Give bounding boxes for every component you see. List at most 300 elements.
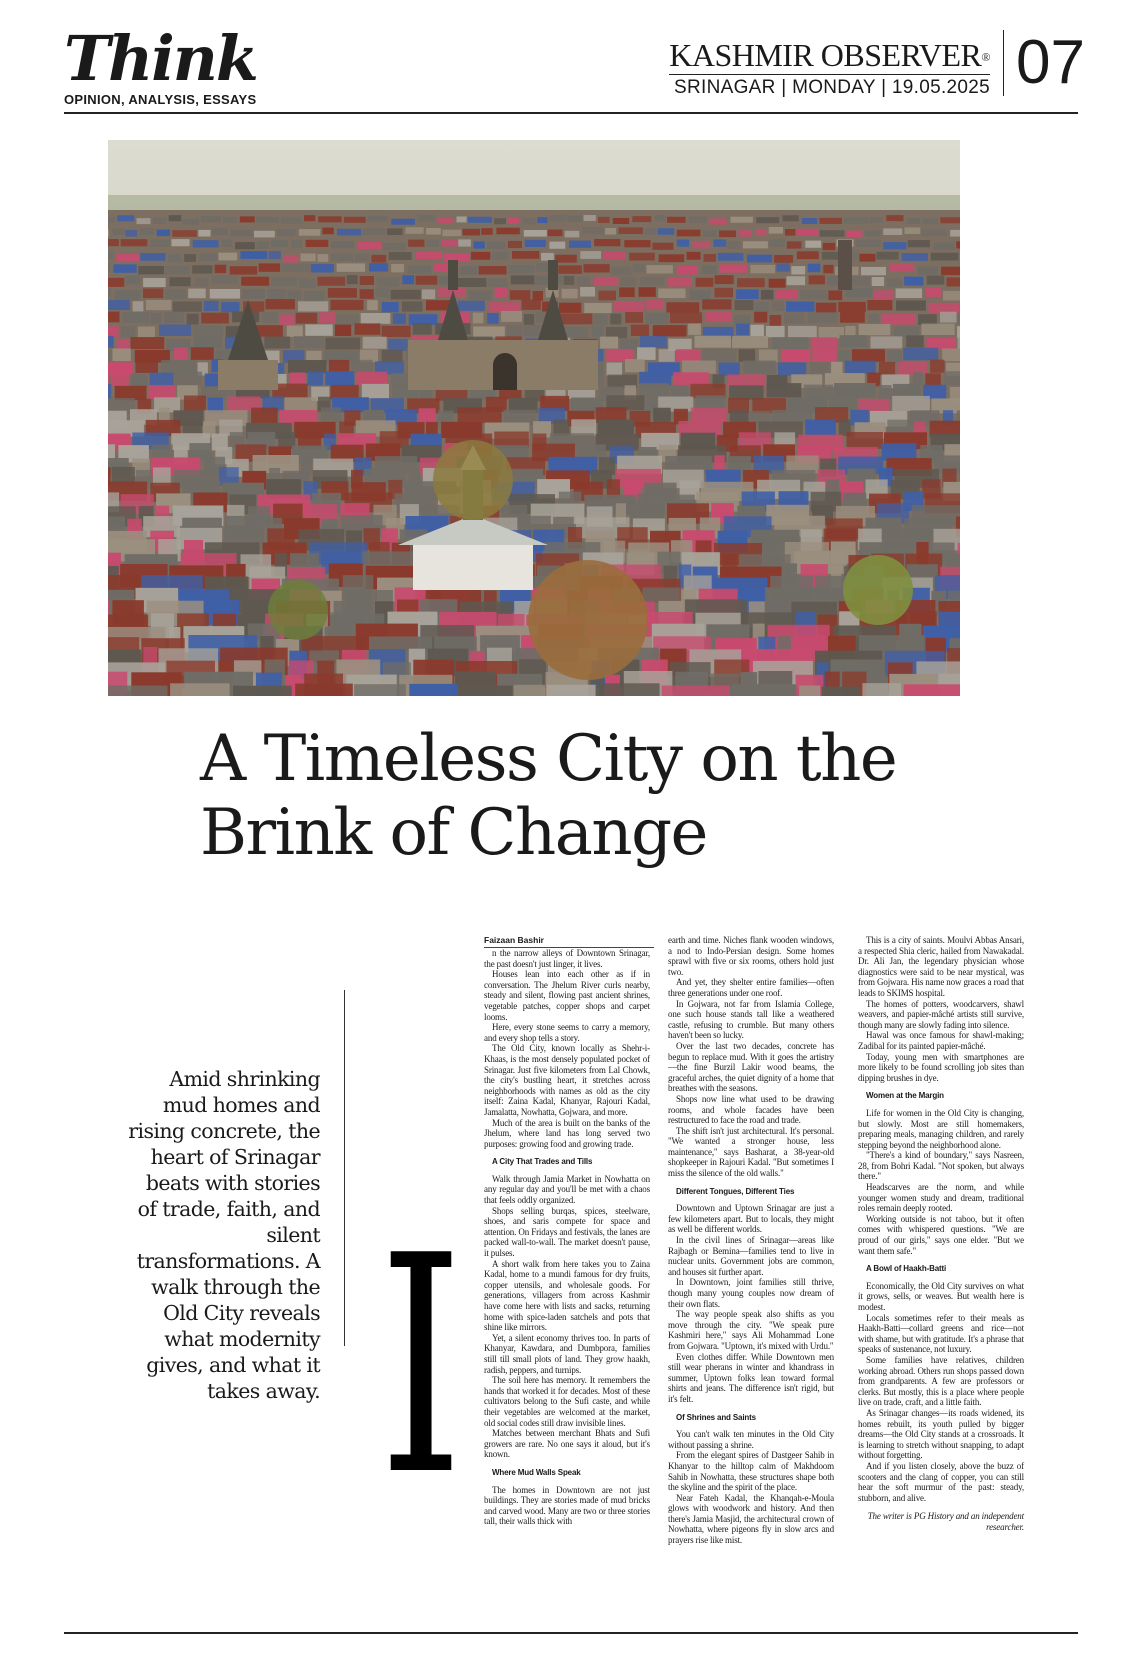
rooftop xyxy=(331,241,355,248)
rooftop xyxy=(150,373,174,387)
body-column-2 xyxy=(668,935,834,1546)
rooftop xyxy=(488,278,508,287)
rooftop xyxy=(223,217,236,223)
rooftop xyxy=(511,275,535,284)
rooftop xyxy=(329,360,349,373)
headline-line-2: Brink of Change xyxy=(200,796,707,870)
rooftop xyxy=(168,254,181,262)
rooftop xyxy=(592,326,604,337)
rooftop xyxy=(335,325,351,336)
rooftop xyxy=(456,278,486,287)
rooftop xyxy=(889,263,914,271)
rooftop xyxy=(523,218,536,224)
rooftop xyxy=(883,242,906,249)
rooftop xyxy=(767,383,802,397)
rooftop xyxy=(668,339,691,351)
rooftop xyxy=(811,337,837,349)
rooftop xyxy=(221,302,239,312)
rooftop xyxy=(487,313,498,324)
rooftop xyxy=(194,336,223,348)
rooftop xyxy=(923,218,939,224)
rooftop xyxy=(362,228,386,235)
rooftop xyxy=(361,313,391,324)
rooftop xyxy=(736,324,749,335)
rooftop xyxy=(559,314,592,325)
rooftop xyxy=(735,300,754,310)
rooftop xyxy=(159,325,191,336)
rooftop xyxy=(691,408,727,424)
rooftop xyxy=(859,254,875,262)
rooftop xyxy=(633,264,645,272)
body-paragraph: Working outside is not taboo, but it often comes with whispered questions. "We are proud of our girls," says one elder. "But we want them safe." xyxy=(858,1213,1024,1256)
top-divider xyxy=(64,112,1078,114)
rooftop xyxy=(569,241,591,248)
rooftop xyxy=(598,420,634,436)
rooftop xyxy=(233,686,292,696)
rooftop xyxy=(756,217,779,223)
rooftop xyxy=(769,227,783,234)
rooftop xyxy=(625,312,643,323)
rooftop xyxy=(494,218,506,224)
rooftop xyxy=(362,384,389,398)
rooftop xyxy=(918,267,939,275)
deck-divider xyxy=(344,990,345,1346)
rooftop xyxy=(886,215,903,221)
rooftop xyxy=(879,362,895,375)
rooftop xyxy=(624,240,650,247)
rooftop xyxy=(606,327,627,338)
body-paragraph: The soil here has memory. It remembers the hands that worked it for decades. Most of these cultivators belong to the Sufi caste, and while their vegetables are welcomed at the market, old social codes still draw invisible lines. xyxy=(484,1375,650,1428)
rooftop xyxy=(799,686,820,697)
rooftop xyxy=(921,230,946,237)
rooftop xyxy=(670,312,702,323)
rooftop xyxy=(298,301,328,311)
rooftop xyxy=(318,254,329,262)
body-paragraph: Near Fateh Kadal, the Khanqah-e-Moula glows with woodwork and history. And then there's Jamia Masjid, the architectural crown of Nowhatta, where pigeons fly in slow arcs and prayers rise like mist. xyxy=(668,1492,834,1546)
rooftop xyxy=(496,228,519,235)
body-paragraph: And if you listen closely, above the buzz of scooters and the clang of copper, you can still hear the soft murmur of the past: steady, stubborn, and alive. xyxy=(858,1460,1024,1503)
rooftop xyxy=(772,301,784,311)
rooftop xyxy=(580,287,595,297)
rooftop xyxy=(174,348,188,361)
paper-masthead xyxy=(669,38,990,99)
rooftop xyxy=(320,312,335,323)
rooftop xyxy=(458,301,485,311)
rooftop xyxy=(808,312,838,323)
rooftop xyxy=(367,216,387,222)
rooftop xyxy=(781,350,810,363)
rooftop xyxy=(865,230,881,237)
rooftop xyxy=(230,266,257,274)
rooftop xyxy=(805,420,836,436)
rooftop xyxy=(739,349,755,362)
rooftop xyxy=(956,241,960,248)
rooftop xyxy=(892,396,930,411)
rooftop xyxy=(121,326,135,337)
rooftop xyxy=(468,217,492,223)
rooftop xyxy=(108,217,115,223)
rooftop xyxy=(727,242,740,249)
rooftop xyxy=(852,349,885,362)
rooftop xyxy=(710,219,727,225)
rooftop xyxy=(732,336,768,348)
rooftop xyxy=(567,216,582,222)
rooftop xyxy=(802,218,818,224)
rooftop xyxy=(306,240,329,247)
rooftop xyxy=(797,229,819,236)
rooftop xyxy=(460,686,513,697)
rooftop xyxy=(198,230,210,237)
rooftop xyxy=(776,263,790,271)
body-paragraph: As Srinagar changes—its roads widened, its homes rebuilt, its youth pulled by bigger dreams—the Old City stands at a crossroads. It is learning to stretch without snapping, to adapt without forgetting. xyxy=(858,1407,1024,1461)
rooftop xyxy=(363,337,387,349)
rooftop xyxy=(571,419,596,435)
rooftop xyxy=(170,683,230,696)
body-paragraph: The Old City, known locally as Shehr-i-Khaas, is the most densely populated pocket of Srinagar. Just five kilometers from Lal Chowk, the city's bustling heart, it stretches across neighborhoods with names as old as the city itself: Zaina Kadal, Khanyar, Rajouri Kadal, Jamalatta, Nowhatta, Gojwara, and more. xyxy=(484,1043,650,1117)
rooftop xyxy=(887,278,902,287)
rooftop xyxy=(416,276,438,285)
rooftop xyxy=(322,228,333,235)
rooftop xyxy=(921,324,954,335)
rooftop xyxy=(944,371,960,385)
rooftop xyxy=(126,276,141,285)
hero-photo xyxy=(108,140,960,696)
rooftop xyxy=(603,252,625,260)
rooftop xyxy=(137,218,151,224)
body-paragraph: A short walk from here takes you to Zaina Kadal, home to a mundi famous for dry fruits, copper utensils, and wholesale goods. For generations, villagers from across Kashmir have come here with lists and sacks, returning home with spice-laden satchels and pots that shine like mirrors. xyxy=(484,1258,650,1333)
rooftop xyxy=(277,229,296,236)
rooftop xyxy=(169,215,182,221)
rooftop xyxy=(325,338,360,350)
rooftop xyxy=(668,278,692,287)
rooftop xyxy=(161,360,196,373)
rooftop xyxy=(487,242,505,249)
rooftop xyxy=(577,277,590,286)
rooftop xyxy=(391,219,415,225)
rooftop xyxy=(943,291,960,301)
rooftop xyxy=(640,336,667,348)
rooftop xyxy=(183,219,199,225)
body-paragraph: The homes in Downtown are not just buildings. They are stories made of mud bricks and carved wood. Many are two or three stories tall, their walls thick with xyxy=(484,1484,650,1527)
rooftop xyxy=(652,243,673,250)
rooftop xyxy=(549,215,566,221)
rooftop xyxy=(123,312,149,323)
rooftop xyxy=(108,686,168,697)
rooftop xyxy=(772,337,808,349)
rooftop xyxy=(281,218,302,224)
rooftop xyxy=(135,360,158,373)
rooftop xyxy=(632,216,651,222)
rooftop xyxy=(108,384,111,398)
rooftop xyxy=(677,240,689,247)
rooftop xyxy=(759,350,778,363)
rooftop xyxy=(696,278,714,287)
rooftop xyxy=(318,277,346,286)
rooftop xyxy=(838,302,866,312)
rooftop xyxy=(874,290,894,300)
rooftop xyxy=(704,254,717,262)
rooftop xyxy=(797,251,819,259)
subhead: Of Shrines and Saints xyxy=(676,1412,756,1422)
rooftop xyxy=(625,359,645,372)
body-paragraph: Over the last two decades, concrete has begun to replace mud. With it goes the artistry—the fine Burzil Lakir wood beams, the graceful arches, the quiet dignity of a home that breathes with the seasons. xyxy=(668,1040,834,1094)
rooftop xyxy=(355,323,381,334)
rooftop xyxy=(934,243,955,250)
rooftop xyxy=(473,326,505,337)
paper-name-text: KASHMIR OBSERVER xyxy=(669,37,982,73)
rooftop xyxy=(347,275,358,284)
body-column-1 xyxy=(484,948,650,1527)
rooftop xyxy=(929,303,960,313)
rooftop xyxy=(271,277,297,286)
rooftop xyxy=(658,289,685,299)
rooftop xyxy=(241,277,269,286)
rooftop xyxy=(541,253,554,261)
rooftop xyxy=(931,253,959,261)
rooftop xyxy=(146,300,172,310)
rooftop xyxy=(512,251,539,259)
rooftop xyxy=(295,684,353,696)
rooftop xyxy=(783,215,799,221)
rooftop xyxy=(462,229,480,236)
rooftop xyxy=(594,277,619,286)
rooftop xyxy=(514,685,545,696)
rooftop xyxy=(958,337,961,349)
rooftop xyxy=(457,216,467,222)
body-paragraph: In the civil lines of Srinagar—areas like Rajbagh or Bemina—families tend to live in nuclear units. Government jobs are common, and houses sit further apart. xyxy=(668,1235,834,1277)
rooftop xyxy=(240,251,267,259)
drop-cap xyxy=(376,930,466,1490)
rooftop xyxy=(231,230,253,237)
body-paragraph: Today, young men with smartphones are more likely to be found scrolling job sites than dipping brushes in dye. xyxy=(858,1051,1024,1083)
rooftop xyxy=(235,242,255,249)
rooftop xyxy=(905,227,921,234)
rooftop xyxy=(881,314,915,325)
body-paragraph: earth and time. Niches flank wooden windows, a nod to Indo-Persian design. Some homes sprawl with five or six rooms, others hold just two. xyxy=(668,935,834,977)
rooftop xyxy=(299,279,316,288)
rooftop xyxy=(418,215,436,221)
body-paragraph: This is a city of saints. Moulvi Abbas Ansari, a respected Shia cleric, hailed from Nawakadal. Dr. Ali Jan, the legendary physician whose diagnostics were said to be near mystical, was from Gojwara. His name now graces a road that leads to SKIMS hospital. xyxy=(858,935,1024,998)
rooftop xyxy=(405,227,423,234)
rooftop xyxy=(599,683,659,696)
rooftop xyxy=(872,277,884,286)
body-paragraph: The shift isn't just architectural. It's personal. "We wanted a stronger house, less maintenance," says Basharat, a 38-year-old shopkeeper in Rajouri Kadal. "But sometimes I miss the silence of the old walls." xyxy=(668,1125,834,1179)
registered-mark: ® xyxy=(981,50,990,64)
rooftop xyxy=(870,217,883,223)
rooftop xyxy=(879,385,892,399)
rooftop xyxy=(594,314,608,325)
rooftop xyxy=(408,240,424,247)
rooftop xyxy=(426,240,439,247)
rooftop xyxy=(262,312,278,323)
rooftop xyxy=(113,229,125,236)
rooftop xyxy=(173,302,202,312)
section-subtitle: OPINION, ANALYSIS, ESSAYS xyxy=(64,92,257,107)
rooftop xyxy=(719,264,747,272)
body-paragraph: Headscarves are the norm, and while younger women study and dream, traditional roles remain deeply rooted. xyxy=(858,1182,1024,1214)
rooftop xyxy=(172,230,197,237)
rooftop xyxy=(388,339,408,351)
rooftop xyxy=(187,314,199,325)
rooftop xyxy=(507,218,519,224)
rooftop xyxy=(254,231,275,238)
rooftop xyxy=(747,255,772,263)
rooftop xyxy=(264,337,290,349)
rooftop xyxy=(296,313,318,324)
rooftop xyxy=(584,303,611,313)
rooftop xyxy=(804,385,833,399)
rooftop xyxy=(507,325,522,336)
body-paragraph: Houses lean into each other as if in conversation. The Jhelum River curls nearby, steady and silent, flowing past ancient shrines, vegetable patches, copper shops and carpet looms. xyxy=(484,969,650,1022)
rooftop xyxy=(940,217,960,223)
rooftop xyxy=(719,363,740,376)
rooftop xyxy=(151,313,162,324)
rooftop xyxy=(729,385,763,399)
rooftop xyxy=(318,216,341,222)
rooftop xyxy=(639,287,656,297)
rooftop xyxy=(195,278,209,287)
rooftop xyxy=(761,290,774,300)
rooftop xyxy=(508,241,522,248)
rooftop xyxy=(143,289,163,299)
rooftop xyxy=(787,241,802,248)
rooftop xyxy=(201,216,220,222)
rooftop xyxy=(299,229,320,236)
rooftop xyxy=(157,230,171,237)
rooftop xyxy=(191,347,214,360)
rooftop xyxy=(212,228,227,235)
rooftop xyxy=(565,231,580,238)
rooftop xyxy=(133,301,144,311)
rooftop xyxy=(199,254,217,262)
deck: Amid shrinking mud homes and rising concrete, the heart of Srinagar beats with stories of trade, faith, and silent transformations. A walk through the Old City reveals what modernity gives, and what it takes away. xyxy=(128,1067,320,1403)
subhead: Women at the Margin xyxy=(866,1091,944,1101)
rooftop xyxy=(382,326,411,337)
rooftop xyxy=(655,215,666,221)
rooftop xyxy=(115,386,147,400)
rooftop xyxy=(402,275,414,284)
rooftop xyxy=(242,289,265,299)
rooftop xyxy=(351,360,373,373)
rooftop xyxy=(354,684,406,696)
rooftop xyxy=(702,349,736,362)
body-paragraph: You can't walk ten minutes in the Old City without passing a shrine. xyxy=(668,1429,834,1450)
rooftop xyxy=(442,230,461,237)
rooftop xyxy=(784,313,804,324)
rooftop xyxy=(171,239,189,246)
rooftop xyxy=(256,217,278,223)
rooftop xyxy=(737,278,765,287)
rooftop xyxy=(598,217,610,223)
rooftop xyxy=(143,278,166,287)
rooftop xyxy=(121,239,148,246)
rooftop xyxy=(257,242,270,249)
subhead: Different Tongues, Different Ties xyxy=(676,1186,795,1196)
rooftop xyxy=(770,240,785,247)
rooftop xyxy=(776,289,797,299)
rooftop xyxy=(754,312,767,323)
body-paragraph: Hawal was once famous for shawl-making; Zadibal for its painted papier-mâché. xyxy=(858,1030,1024,1051)
body-paragraph: The homes of potters, woodcarvers, shawl weavers, and papier-mâché artists still survive, though many are slowly fading into silence. xyxy=(858,998,1024,1030)
rooftop xyxy=(731,684,796,696)
section-masthead xyxy=(64,22,257,107)
rooftop xyxy=(809,275,825,284)
cityscape-illustration xyxy=(108,140,960,696)
rooftop xyxy=(153,218,166,224)
body-paragraph: Some families have relatives, children working abroad. Others run shops passed down from grandparents. A few are professors or clerks. But mostly, this is a place where people live on trade, craft, and a little faith. xyxy=(858,1354,1024,1408)
rooftop xyxy=(562,289,578,299)
byline: Faizaan Bashir xyxy=(484,935,654,948)
rooftop xyxy=(659,254,685,262)
rooftop xyxy=(750,265,775,273)
rooftop xyxy=(537,217,547,223)
rooftop xyxy=(184,396,206,411)
rooftop xyxy=(903,348,938,361)
rooftop xyxy=(868,314,879,325)
rooftop xyxy=(693,241,711,248)
body-paragraph: And yet, they shelter entire families—often three generations under one roof. xyxy=(668,977,834,998)
rooftop xyxy=(408,266,432,274)
rooftop xyxy=(337,263,366,271)
rooftop xyxy=(927,276,945,285)
rooftop xyxy=(548,230,563,237)
rooftop xyxy=(607,363,623,376)
rooftop xyxy=(138,266,164,274)
rooftop xyxy=(666,302,699,312)
rooftop xyxy=(687,252,701,260)
rooftop xyxy=(288,291,301,301)
rooftop xyxy=(599,291,617,301)
rooftop xyxy=(108,372,109,386)
rooftop xyxy=(305,291,325,301)
subhead: Where Mud Walls Speak xyxy=(492,1467,581,1477)
rooftop xyxy=(391,290,421,300)
rooftop xyxy=(131,337,165,349)
rooftop xyxy=(925,288,941,298)
rooftop xyxy=(559,303,581,313)
rooftop xyxy=(140,253,165,261)
rooftop xyxy=(840,312,865,323)
rooftop xyxy=(840,335,867,347)
rooftop xyxy=(736,289,759,299)
rooftop xyxy=(831,362,843,375)
rooftop xyxy=(389,252,412,260)
rooftop xyxy=(805,241,821,248)
rooftop xyxy=(210,289,240,299)
rooftop xyxy=(714,240,727,247)
rooftop xyxy=(930,360,945,373)
rooftop xyxy=(271,240,287,247)
rooftop xyxy=(251,408,278,424)
rooftop xyxy=(610,314,621,325)
rooftop xyxy=(259,263,281,271)
rooftop xyxy=(360,289,374,299)
rooftop xyxy=(382,350,403,363)
rooftop xyxy=(619,287,635,297)
rooftop xyxy=(387,228,402,235)
dateline: SRINAGAR | MONDAY | 19.05.2025 xyxy=(669,74,990,99)
rooftop xyxy=(117,215,134,221)
rooftop xyxy=(344,217,366,223)
rooftop xyxy=(165,289,186,299)
rooftop xyxy=(175,372,202,386)
rooftop xyxy=(645,313,668,324)
rooftop xyxy=(846,231,862,238)
rooftop xyxy=(165,266,189,274)
rooftop xyxy=(941,267,960,275)
body-paragraph: Shops now line what used to be drawing rooms, and whole facades have been restructured to face the road and trade. xyxy=(668,1093,834,1126)
rooftop xyxy=(212,275,239,284)
